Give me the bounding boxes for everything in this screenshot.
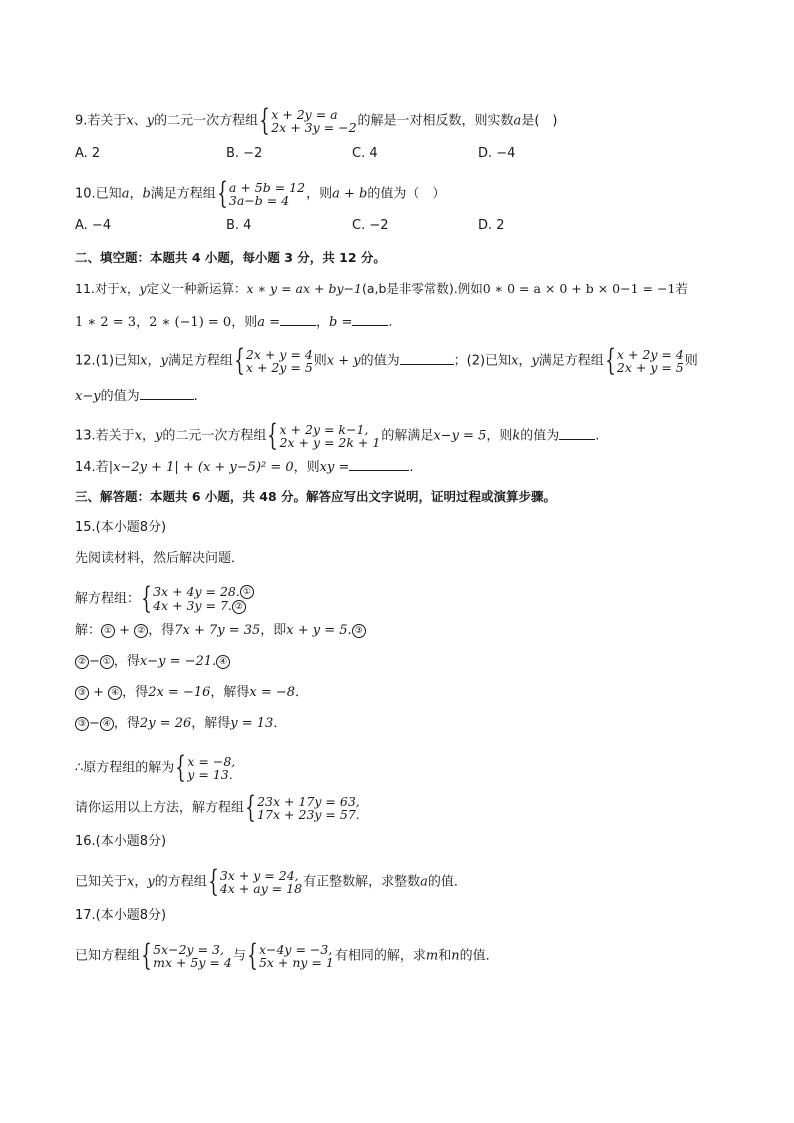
option-b: B. 4 — [226, 218, 252, 233]
equation-system: { x + 2y = k−1, 2x + y = 2k + 1 — [267, 418, 381, 453]
equation-system: { 5x−2y = 3, mx + 5y = 4 — [141, 938, 232, 973]
question-16-heading: 16.(本小题8分) — [75, 834, 167, 849]
step-1: 解： ① + ② ，得7x + 7y = 35，即x + y = 5. ③ — [75, 622, 366, 640]
equation-system: { x = −8, y = 13. — [175, 750, 236, 785]
question-12-line-1: 12.(1)已知x，y满足方程组 { 2x + y = 4 x + 2y = 5 则x + y的值为 ；(2)已知x，y满足方程组 { x + 2y = 4 2x + y = 5 则 — [75, 343, 698, 378]
equation-system: { 23x + 17y = 63, 17x + 23y = 57. — [245, 790, 360, 825]
option-a: A. −4 — [75, 218, 112, 233]
equation-system: { x + 2y = 4 2x + y = 5 — [605, 343, 684, 378]
question-11-line-2: 1 ∗ 2 = 3，2 ∗ (−1) = 0，则a = ，b = . — [75, 311, 393, 332]
solution-result: ∴原方程组的解为 { x = −8, y = 13. — [75, 750, 236, 785]
option-d: D. 2 — [478, 218, 505, 233]
answer-blank-a[interactable] — [280, 311, 316, 326]
question-15-intro: 先阅读材料，然后解决问题． — [75, 551, 245, 566]
question-12-line-2: x−y的值为 . — [75, 385, 198, 406]
question-15-heading: 15.(本小题8分) — [75, 520, 167, 535]
equation-system: { 3x + 4y = 28. ① 4x + 3y = 7. ② — [141, 584, 254, 614]
question-14: 14.若|x−2y + 1| + (x + y−5)² = 0，则xy = . — [75, 456, 414, 477]
equation-system: { 2x + y = 4 x + 2y = 5 — [234, 343, 313, 378]
question-16: 已知关于x，y的方程组 { 3x + y = 24, 4x + ay = 18 有正整数解，求整数a的值． — [75, 864, 467, 899]
answer-blank[interactable] — [349, 456, 409, 471]
option-c: C. 4 — [352, 146, 378, 161]
answer-blank-b[interactable] — [352, 311, 388, 326]
question-15-system: 解方程组： { 3x + 4y = 28. ① 4x + 3y = 7. ② — [75, 584, 255, 614]
equation-system: { a + 5b = 12 3a−b = 4 — [217, 176, 306, 211]
question-9: 9.若关于x、y的二元一次方程组 { x + 2y = a 2x + 3y = −2 的解是一对相反数，则实数a是( ) — [75, 103, 558, 138]
option-c: C. −2 — [352, 218, 389, 233]
section-3-heading: 三、解答题：本题共 6 小题，共 48 分。解答应写出文字说明，证明过程或演算步骤。 — [75, 489, 557, 504]
equation-system: { x + 2y = a 2x + 3y = −2 — [259, 103, 357, 138]
step-4: ③ − ④ ，得2y = 26，解得y = 13． — [75, 715, 286, 733]
option-d: D. −4 — [478, 146, 516, 161]
question-17: 已知方程组 { 5x−2y = 3, mx + 5y = 4 与 { x−4y = −3, 5x + ny = 1 有相同的解，求m和n的值． — [75, 938, 499, 973]
equation-system: { x−4y = −3, 5x + ny = 1 — [247, 938, 334, 973]
step-3: ③ + ④ ，得2x = −16，解得x = −8． — [75, 684, 308, 702]
answer-blank[interactable] — [559, 425, 595, 440]
answer-blank-2[interactable] — [140, 385, 194, 400]
equation-system: { 3x + y = 24, 4x + ay = 18 — [208, 864, 303, 899]
question-11-line-1: 11.对于x，y定义一种新运算：x ∗ y = ax + by−1(a,b是非零常数).例如0 ∗ 0 = a × 0 + b × 0−1 = −1若 — [75, 281, 688, 296]
section-2-heading: 二、填空题：本题共 4 小题，每小题 3 分，共 12 分。 — [75, 250, 386, 265]
step-2: ② − ① ，得x−y = −21. ④ — [75, 653, 230, 671]
question-13: 13.若关于x，y的二元一次方程组 { x + 2y = k−1, 2x + y = 2k + 1 的解满足x−y = 5，则k的值为 . — [75, 418, 600, 453]
option-a: A. 2 — [75, 146, 101, 161]
question-10: 10.已知a，b满足方程组 { a + 5b = 12 3a−b = 4 ，则a + b的值为（ ） — [75, 176, 446, 211]
answer-blank-1[interactable] — [400, 350, 454, 365]
option-b: B. −2 — [226, 146, 263, 161]
question-17-heading: 17.(本小题8分) — [75, 908, 167, 923]
question-15-task: 请你运用以上方法，解方程组 { 23x + 17y = 63, 17x + 23y = 57. — [75, 790, 360, 825]
